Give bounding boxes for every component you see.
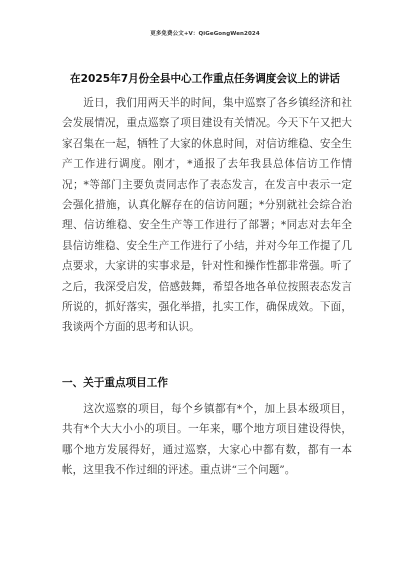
paragraph-intro: 近日，我们用两天半的时间，集中巡察了各乡镇经济和社会发展情况，重点巡察了项目建设有关情况。今天下午又把大家召集在一起，牺牲了大家的休息时间，对信访维稳、安全生产工作进行调度。刚才，*通报了去年我县总体信访工作情况；*等部门主要负责同志作了表态发言，在发言中表示一定会强化措施，认真化解存在的信访问题；*分别就社会综合治理、信访维稳、安全生产等工作进行了部署；*同志对去年全县信访维稳、安全生产工作进行了小结，并对今年工作提了几点要求，大家讲的实事求是，针对性和操作性都非常强。听了之后，我深受启发，倍感鼓舞，希望各地各单位按照表态发言所说的，抓好落实，强化举措，扎实工作，确保成效。下面，我谈两个方面的思考和认识。: [62, 97, 352, 334]
section-heading: 一、关于重点项目工作: [62, 377, 168, 389]
body-section-intro: [62, 93, 352, 338]
body-section-projects: [62, 399, 352, 481]
document-title: 在2025年7月份全县中心工作重点任务调度会议上的讲话: [70, 73, 340, 85]
watermark-text: 更多免费公文+V：QiGeGongWen2024: [150, 31, 260, 37]
paragraph-projects: 这次巡察的项目，每个乡镇都有*个，加上县本级项目，共有*个大大小小的项目。一年来，哪个地方项目建设得快，哪个地方发展得好，通过巡察，大家心中都有数，都有一本帐，这里我不作过细的评述。重点讲“三个问题”。: [62, 403, 352, 477]
